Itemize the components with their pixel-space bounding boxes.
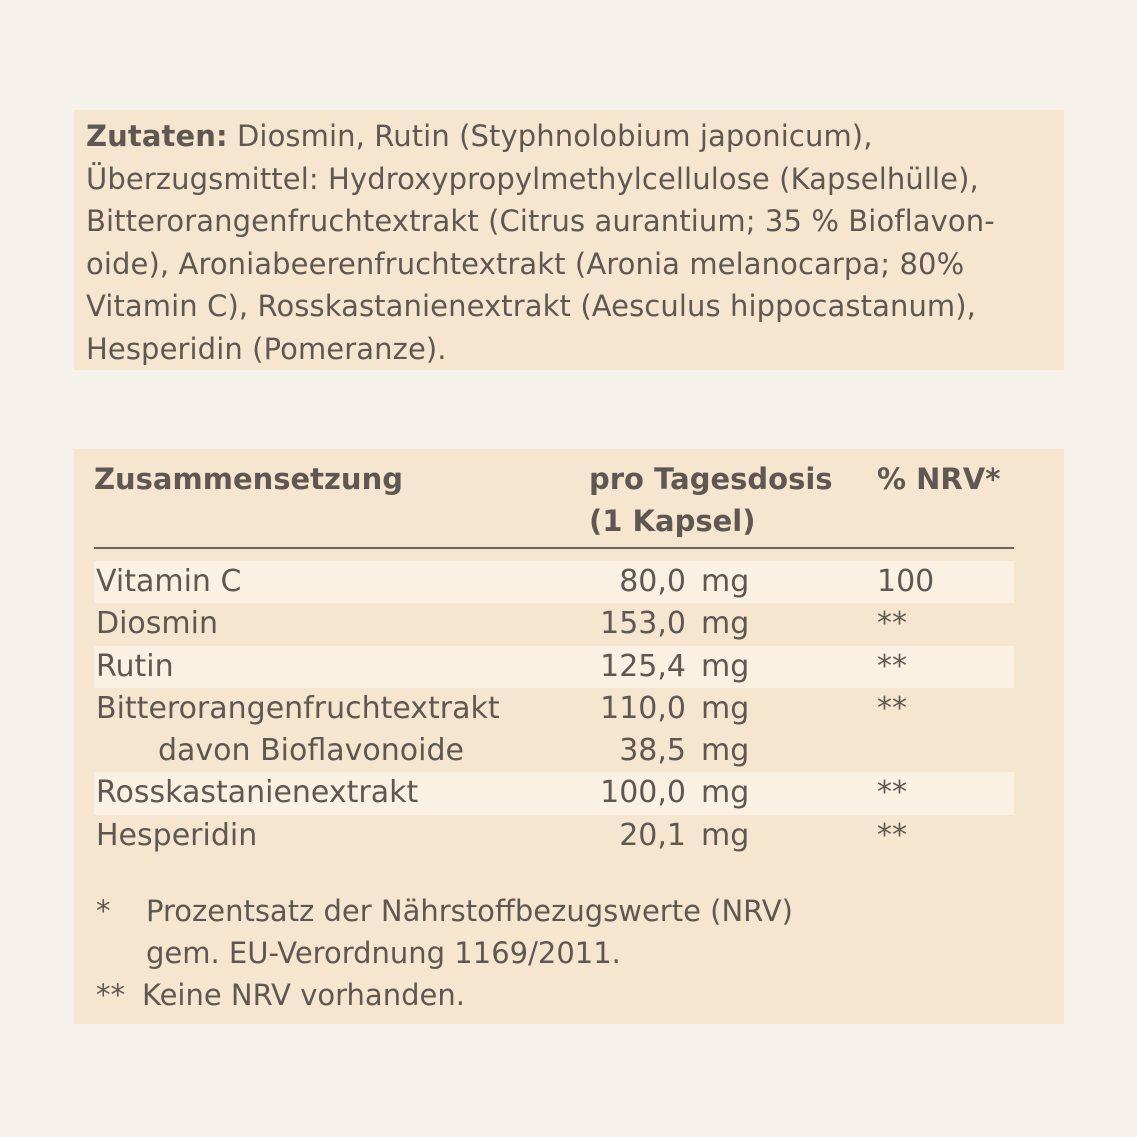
footnote-nrv-definition bbox=[96, 890, 996, 974]
composition-table-header bbox=[94, 449, 1014, 548]
row-nrv: ** bbox=[877, 817, 907, 853]
ingredients-line-2: Überzugsmittel: Hydroxypropylmethylcellulose (Kapselhülle), bbox=[86, 161, 979, 196]
header-daily-dose-line-1: pro Tagesdosis bbox=[589, 462, 833, 496]
ingredients-line-text: Diosmin, Rutin (Styphnolobium japonicum), bbox=[227, 119, 873, 153]
row-nrv: ** bbox=[877, 648, 907, 684]
footnote-line: gem. EU-Verordnung 1169/2011. bbox=[146, 936, 621, 970]
footnotes bbox=[96, 890, 996, 1016]
row-amount: 110,0 bbox=[600, 690, 686, 726]
ingredients-line-1 bbox=[86, 115, 1061, 158]
footnote-marker: ** bbox=[96, 978, 125, 1012]
ingredients-line-6: Hesperidin (Pomeranze). bbox=[86, 331, 447, 366]
row-amount: 100,0 bbox=[600, 775, 686, 811]
row-amount: 125,4 bbox=[600, 648, 686, 684]
composition-table bbox=[94, 449, 1014, 853]
footnote-line: Prozentsatz der Nährstoffbezugswerte (NRV) bbox=[146, 894, 793, 928]
header-divider bbox=[94, 547, 1014, 549]
table-row bbox=[94, 772, 1014, 814]
row-unit: mg bbox=[701, 648, 750, 684]
row-nrv: ** bbox=[877, 775, 907, 811]
row-unit: mg bbox=[701, 733, 750, 769]
row-unit: mg bbox=[701, 817, 750, 853]
composition-panel bbox=[74, 449, 1064, 1024]
header-nrv: % NRV* bbox=[877, 462, 1001, 496]
row-name: Rutin bbox=[96, 648, 174, 684]
row-name: davon Bioflavonoide bbox=[158, 733, 464, 769]
row-unit: mg bbox=[701, 564, 750, 599]
header-daily-dose bbox=[589, 458, 849, 542]
row-unit: mg bbox=[701, 690, 750, 726]
footnote-no-nrv bbox=[96, 974, 996, 1016]
row-unit: mg bbox=[701, 606, 750, 642]
row-name: Vitamin C bbox=[96, 564, 242, 599]
row-nrv: ** bbox=[877, 690, 907, 726]
table-row bbox=[94, 561, 1014, 603]
row-nrv: 100 bbox=[877, 564, 935, 599]
row-amount: 80,0 bbox=[619, 564, 686, 599]
table-row bbox=[94, 730, 1014, 772]
table-row bbox=[94, 603, 1014, 645]
row-amount: 20,1 bbox=[619, 817, 686, 853]
ingredients-line-3: Bitterorangenfruchtextrakt (Citrus aurantium; 35 % Bioflavon- bbox=[86, 204, 995, 238]
row-name: Hesperidin bbox=[96, 817, 258, 853]
table-row bbox=[94, 688, 1014, 730]
row-name: Rosskastanienextrakt bbox=[96, 775, 419, 811]
ingredients-line-5: Vitamin C), Rosskastanienextrakt (Aesculus hippocastanum), bbox=[86, 289, 977, 323]
row-name: Diosmin bbox=[96, 606, 218, 642]
row-amount: 153,0 bbox=[600, 606, 686, 642]
ingredients-line-4: oide), Aroniabeerenfruchtextrakt (Aronia melanocarpa; 80% bbox=[86, 246, 965, 281]
row-unit: mg bbox=[701, 775, 750, 811]
table-row bbox=[94, 646, 1014, 688]
ingredients-panel bbox=[74, 110, 1064, 370]
row-name: Bitterorangenfruchtextrakt bbox=[96, 690, 500, 726]
table-row bbox=[94, 815, 1014, 857]
footnote-line: Keine NRV vorhanden. bbox=[142, 978, 465, 1012]
composition-rows bbox=[94, 561, 1014, 857]
header-daily-dose-line-2: (1 Kapsel) bbox=[589, 504, 756, 538]
row-nrv: ** bbox=[877, 606, 907, 642]
ingredients-text bbox=[86, 115, 1061, 370]
row-amount: 38,5 bbox=[619, 733, 686, 769]
header-composition: Zusammensetzung bbox=[94, 462, 403, 496]
ingredients-label: Zutaten: bbox=[86, 119, 228, 153]
footnote-marker: * bbox=[96, 894, 111, 928]
